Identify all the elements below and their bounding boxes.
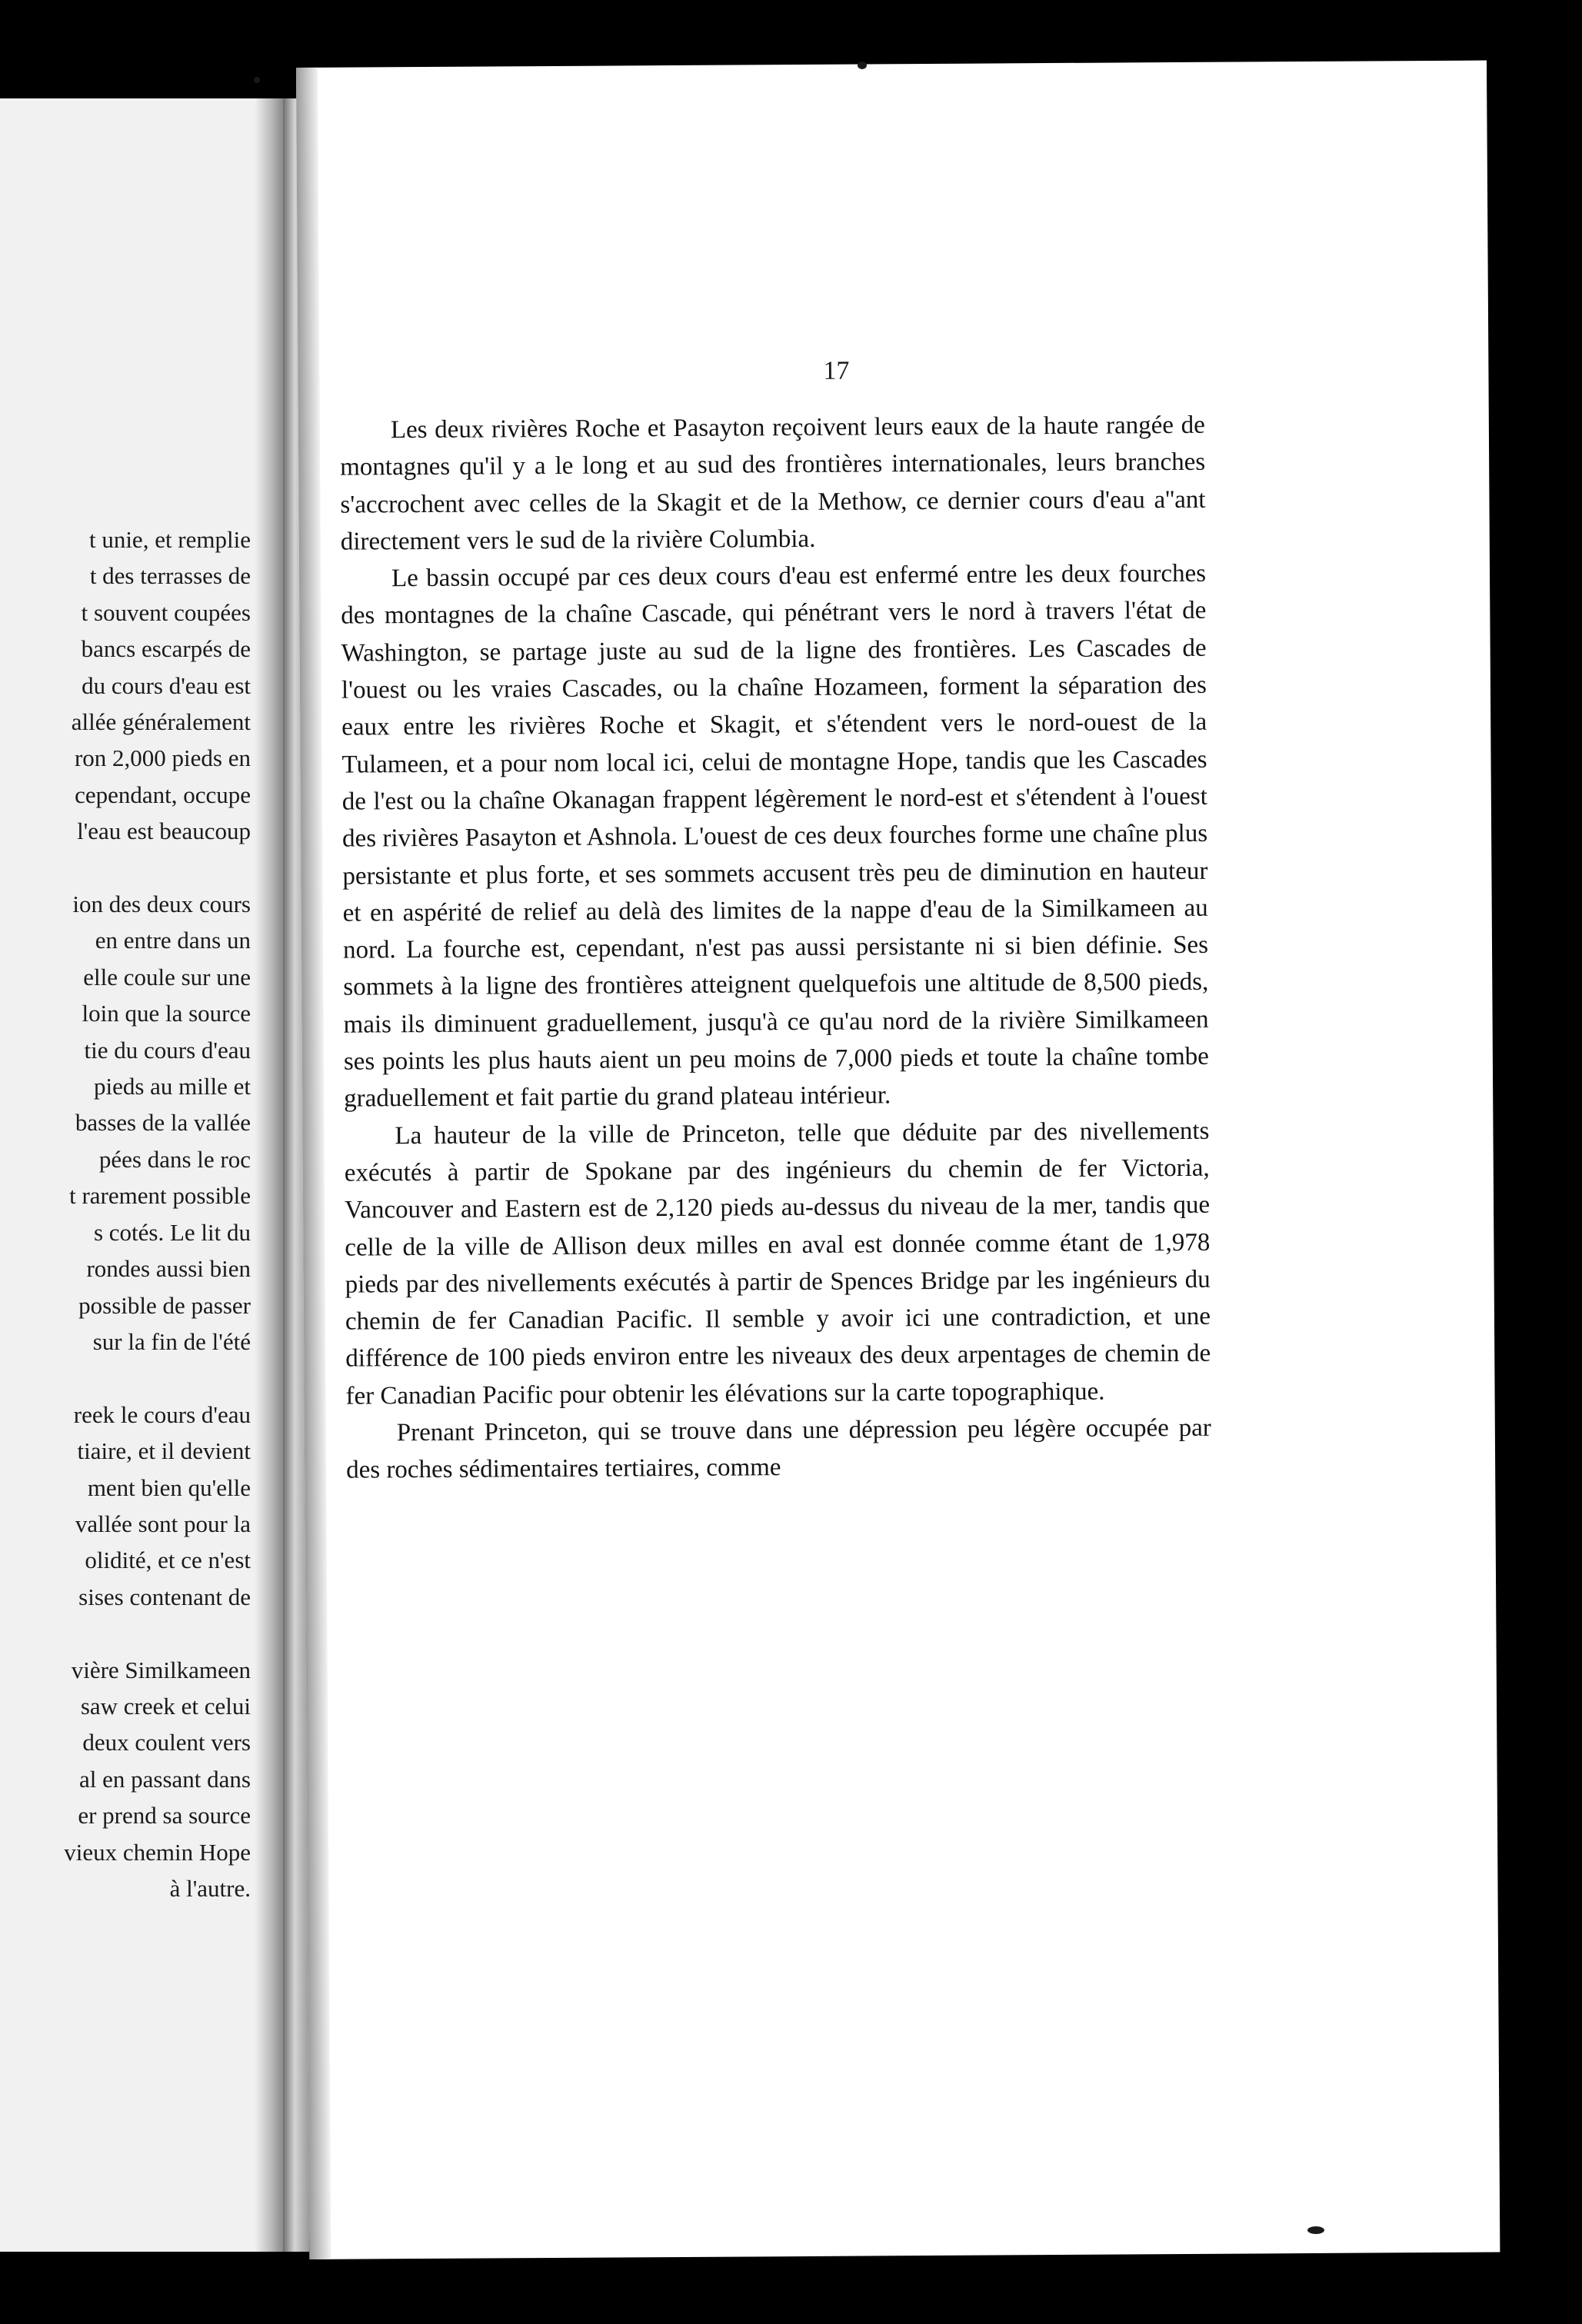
left-text-line: elle coule sur une xyxy=(83,963,251,991)
left-text-line: saw creek et celui xyxy=(80,1692,251,1720)
left-text-line: pées dans le roc xyxy=(98,1145,251,1173)
left-text-line: cependant, occupe xyxy=(75,781,251,808)
left-text-line: vallée sont pour la xyxy=(75,1510,251,1537)
left-text-line: tie du cours d'eau xyxy=(84,1036,251,1064)
left-text-line: à l'autre. xyxy=(169,1874,251,1902)
left-text-line: ion des deux cours xyxy=(72,891,251,918)
paragraph: Le bassin occupé par ces deux cours d'eau est enfermé entre les deux fourches des montagnes de la chaîne Cascade, qui pénétrant vers le nord à travers l'état de Washington, se partage juste au sud de la ligne des frontières. Les Cascades de l'ouest ou les vraies Cascades, ou la chaîne Hozameen, forment la séparation des eaux entre les rivières Roche et Skagit, et s'étendent vers le nord-ouest de la Tulameen, et a pour nom local ici, celui de montagne Hope, tandis que les Cascades de l'est ou la chaîne Okanagan frappent légèrement le nord-est et s'étendent à l'ouest des rivières Pasayton et Ashnola. L'ouest de ces deux fourches forme une chaîne plus persistante et plus forte, et ses sommets accusent très peu de diminution en hauteur et en aspérité de relief au delà des limites de la nappe d'eau de la Similkameen au nord. La fourche est, cependant, n'est pas aussi persistante ni si bien définie. Ses sommets à la ligne des frontières atteignent quelquefois une altitude de 8,500 pieds, mais ils diminuent graduellement, jusqu'à ce qu'au nord de la rivière Similkameen ses points les plus hauts aient un peu moins de 7,000 pieds et toute la chaîne tombe graduellement et fait partie du grand plateau intérieur. xyxy=(341,559,1209,1113)
left-text-line: vière Similkameen xyxy=(71,1656,251,1683)
left-page-fold xyxy=(255,98,283,2252)
left-text-line: olidité, et ce n'est xyxy=(85,1547,251,1574)
left-text-line: tiaire, et il devient xyxy=(77,1437,251,1465)
scan-speck xyxy=(858,62,867,69)
left-text-line: s cotés. Le lit du xyxy=(93,1218,251,1246)
left-text-line: ment bien qu'elle xyxy=(87,1473,251,1501)
left-page xyxy=(0,98,283,2252)
left-text-line: l'eau est beaucoup xyxy=(77,817,251,845)
left-text-line: al en passant dans xyxy=(79,1765,251,1793)
left-text-line: er prend sa source xyxy=(78,1802,251,1830)
left-text-line: t rarement possible xyxy=(69,1182,251,1210)
left-text-line: du cours d'eau est xyxy=(82,671,251,699)
left-text-line: rondes aussi bien xyxy=(86,1255,251,1283)
left-text-line: vieux chemin Hope xyxy=(64,1838,251,1866)
scan-speck xyxy=(1307,2226,1324,2234)
right-page xyxy=(296,61,1500,2259)
left-text-line: basses de la vallée xyxy=(75,1109,251,1137)
left-text-line: sises contenant de xyxy=(78,1583,251,1610)
left-text-line: en entre dans un xyxy=(95,927,251,954)
left-text-line: bancs escarpés de xyxy=(81,635,251,663)
paragraph-gap xyxy=(0,1615,263,1651)
paragraph: Les deux rivières Roche et Pasayton reçoivent leurs eaux de la haute rangée de montagnes qu'il y a le long et au sud des frontières internationales, leurs branches s'accrochent avec celles de la Skagit et de la Methow, ce dernier cours d'eau a''ant directement vers le sud de la rivière Columbia. xyxy=(340,411,1206,556)
left-text-line: loin que la source xyxy=(82,1000,251,1027)
left-text-line: sur la fin de l'été xyxy=(92,1327,251,1355)
left-text-line: t des terrasses de xyxy=(89,562,251,590)
left-page-text xyxy=(0,521,263,1906)
paragraph-gap xyxy=(0,1360,263,1396)
paragraph: Prenant Princeton, qui se trouve dans une dépression peu légère occupée par des roches sédimentaires tertiaires, comme xyxy=(346,1413,1211,1484)
left-text-line: possible de passer xyxy=(78,1291,251,1319)
left-text-line: deux coulent vers xyxy=(82,1729,251,1756)
page-number: 17 xyxy=(823,356,850,385)
left-text-line: reek le cours d'eau xyxy=(73,1400,251,1428)
left-text-line: allée généralement xyxy=(71,708,251,736)
left-text-line: t souvent coupées xyxy=(81,598,251,626)
left-text-line: ron 2,000 pieds en xyxy=(74,744,251,772)
body-text xyxy=(340,407,1212,1489)
paragraph-gap xyxy=(0,850,263,886)
paragraph: La hauteur de la ville de Princeton, telle que déduite par des nivellements exécutés à partir de Spokane par des ingénieurs du chemin de fer Victoria, Vancouver and Eastern est de 2,120 pieds au-dessus du niveau de la mer, tandis que celle de la ville de Allison deux milles en aval est donnée comme étant de 1,978 pieds par des nivellements exécutés à partir de Spences Bridge par les ingénieurs du chemin de fer Canadian Pacific. Il semble y avoir ici une contradiction, et une différence de 100 pieds environ entre les niveaux des deux arpentages de chemin de fer Canadian Pacific pour obtenir les élévations sur la carte topographique. xyxy=(344,1117,1211,1410)
left-text-line: t unie, et remplie xyxy=(88,526,251,553)
left-text-line: pieds au mille et xyxy=(93,1073,251,1100)
scan-speck xyxy=(254,77,260,83)
